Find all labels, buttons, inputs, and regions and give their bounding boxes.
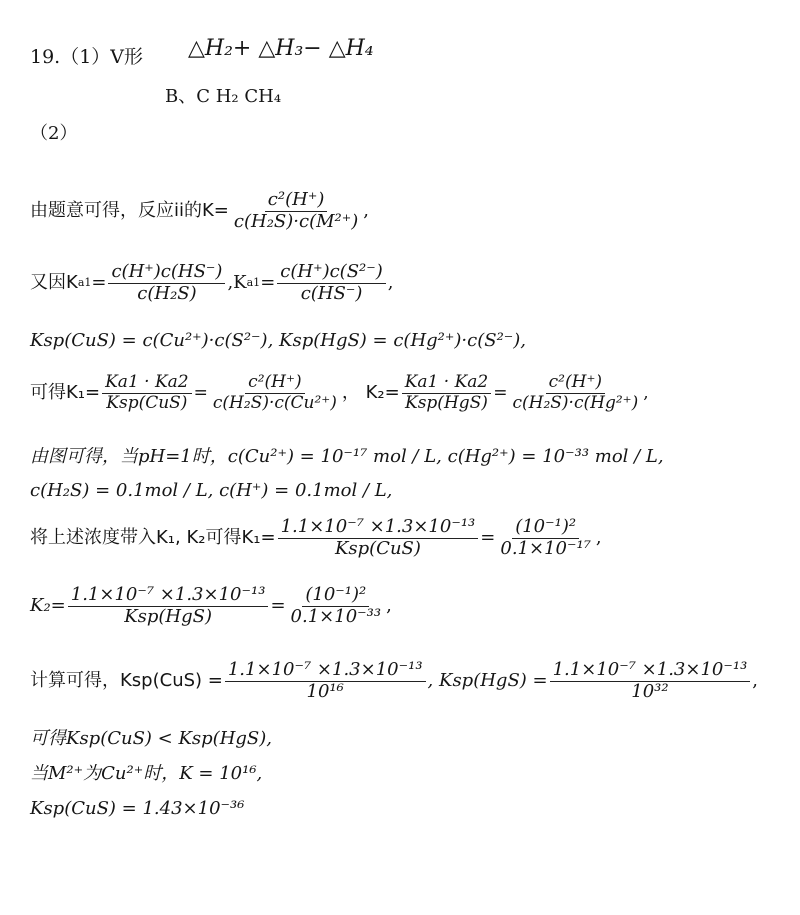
- l9-numerator-1: 1.1×10⁻⁷ ×1.3×10⁻¹³: [225, 660, 426, 682]
- line-9: [30, 660, 758, 702]
- line-2-text: 又因K: [30, 272, 78, 294]
- line-3: Ksp(CuS) = c(Cu²⁺)·c(S²⁻), Ksp(HgS) = c(Hg²⁺)·c(S²⁻),: [30, 330, 527, 351]
- l7-fraction-2: [497, 517, 594, 559]
- k2-fraction-2: [509, 373, 641, 413]
- k2-label: ， K₂=: [341, 382, 400, 404]
- line-8-suffix: ,: [386, 595, 392, 617]
- eq: =: [270, 595, 286, 617]
- answers-line: B、C H₂ CH₄: [165, 86, 282, 107]
- line-7-suffix: ,: [595, 527, 602, 549]
- eq: =: [260, 272, 276, 294]
- line-2: 又因K a1 = $\frac{c(H^+)c(HS^-)}{\text{c(H₂S)}}$ ,K a1 = $\frac{\text{c(H⁺)c(S²⁻)}}{c(HS^-)}$ ,: [30, 261, 394, 304]
- question-number: 19.（1）V形: [30, 46, 144, 68]
- eq: =: [91, 272, 107, 294]
- l8-numerator-2: (10⁻¹)²: [302, 585, 369, 607]
- line-1: [30, 190, 369, 232]
- eq: =: [480, 527, 496, 549]
- l9-mid: , Ksp(HgS) =: [427, 670, 548, 692]
- line-9-text: 计算可得，Ksp(CuS) =: [30, 670, 223, 692]
- ka1-fraction: [108, 262, 225, 304]
- line-1-suffix: ,: [363, 200, 369, 222]
- ka1-denominator: c(H₂S): [137, 282, 197, 304]
- l7-numerator-1: 1.1×10⁻⁷ ×1.3×10⁻¹³: [278, 517, 479, 539]
- l9-numerator-2: 1.1×10⁻⁷ ×1.3×10⁻¹³: [550, 660, 751, 682]
- line-1-text: 由题意可得，反应ii的K=: [30, 200, 229, 222]
- l7-numerator-2: (10⁻¹)²: [512, 517, 579, 539]
- line-1-fraction: [231, 190, 361, 232]
- line-11: 当M²⁺为Cu²⁺时，K = 10¹⁶,: [30, 763, 263, 784]
- line-1-numerator: c²(H⁺): [265, 190, 328, 212]
- eq: =: [193, 382, 208, 403]
- k1-denominator-1: Ksp(CuS): [106, 392, 188, 413]
- k1-fraction-2: [210, 373, 340, 413]
- line-4: [30, 373, 649, 413]
- line-4-text: 可得K₁=: [30, 382, 101, 404]
- k2-denominator-1: Ksp(HgS): [405, 392, 488, 413]
- line-7: [30, 517, 602, 559]
- l8-fraction-2: [288, 585, 385, 627]
- l9-fraction-1: [225, 660, 426, 702]
- k1-fraction-1: [102, 373, 192, 413]
- l8-denominator-2: 0.1×10⁻³³: [290, 605, 382, 627]
- k2-denominator-2: c(H₂S)·c(Hg²⁺): [512, 392, 639, 413]
- ka2-denominator: c(HS⁻): [300, 282, 363, 304]
- part-2-label: （2）: [30, 123, 78, 144]
- k1-denominator-2: c(H₂S)·c(Cu²⁺): [212, 392, 337, 413]
- l7-denominator-2: 0.1×10⁻¹⁷: [500, 537, 591, 559]
- l9-denominator-1: 10¹⁶: [306, 680, 344, 702]
- l9-fraction-2: [550, 660, 751, 702]
- line-8-text: K₂=: [30, 595, 66, 617]
- line-8: [30, 585, 392, 627]
- line-7-text: 将上述浓度带入K₁, K₂可得K₁=: [30, 527, 276, 549]
- ka2-numerator: c(H⁺)c(S²⁻): [277, 262, 386, 284]
- l8-numerator-1: 1.1×10⁻⁷ ×1.3×10⁻¹³: [68, 585, 269, 607]
- l7-fraction-1: [278, 517, 479, 559]
- eq: =: [493, 382, 508, 403]
- line-2-suffix: ,: [387, 272, 394, 294]
- line-10: 可得Ksp(CuS) < Ksp(HgS),: [30, 728, 272, 749]
- ka1-numerator: c(H⁺)c(HS⁻): [108, 262, 225, 284]
- k1-numerator-2: c²(H⁺): [245, 373, 304, 394]
- l7-denominator-1: Ksp(CuS): [334, 537, 421, 559]
- line-1-denominator: c(H₂S)·c(M²⁺): [233, 210, 359, 232]
- l8-fraction-1: [68, 585, 269, 627]
- ka2-fraction: [277, 262, 386, 304]
- ka2-label: ,K: [227, 272, 247, 294]
- k2-numerator-2: c²(H⁺): [546, 373, 605, 394]
- k2-fraction-1: [402, 373, 492, 413]
- l8-denominator-1: Ksp(HgS): [124, 605, 212, 627]
- line-5: 由图可得，当pH=1时，c(Cu²⁺) = 10⁻¹⁷ mol / L, c(Hg²⁺) = 10⁻³³ mol / L,: [30, 446, 664, 467]
- l9-denominator-2: 10³²: [631, 680, 669, 702]
- line-12: Ksp(CuS) = 1.43×10⁻³⁶: [30, 798, 245, 819]
- enthalpy-expression: △H₂+ △H₃− △H₄: [188, 36, 374, 61]
- line-9-suffix: ,: [752, 670, 759, 692]
- k1-numerator-1: Ka1 · Ka2: [102, 373, 192, 394]
- k2-numerator-1: Ka1 · Ka2: [402, 373, 492, 394]
- line-6: c(H₂S) = 0.1mol / L, c(H⁺) = 0.1mol / L,: [30, 480, 393, 501]
- line-4-suffix: ,: [643, 382, 649, 403]
